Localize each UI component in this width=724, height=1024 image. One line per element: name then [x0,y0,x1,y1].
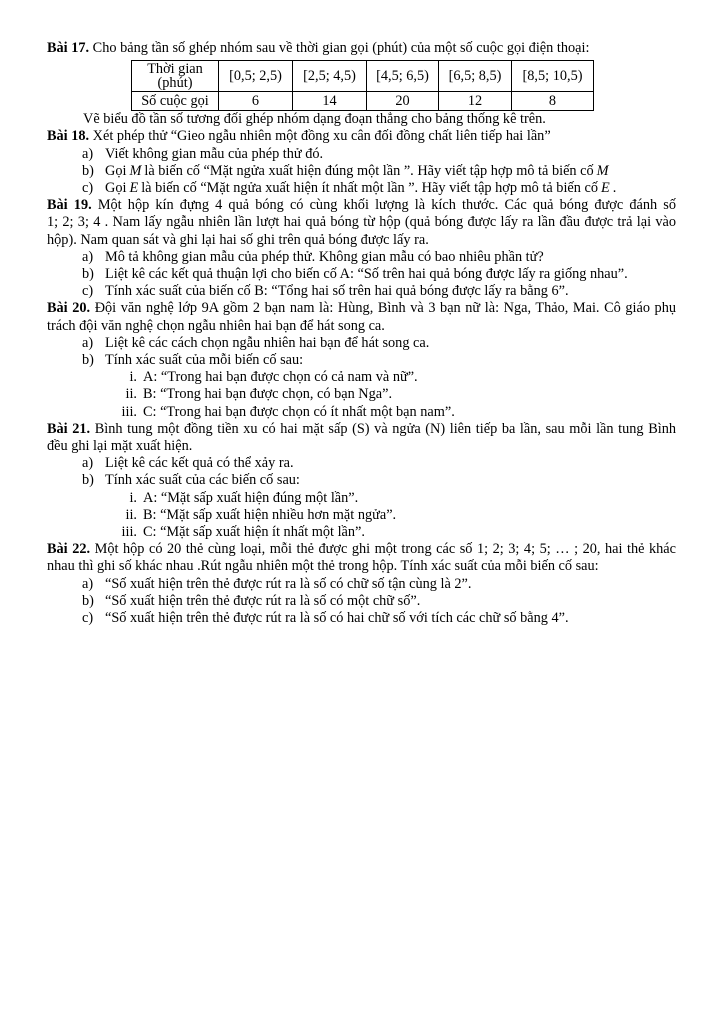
problem-20-item-a [47,335,676,352]
problem-17-intro: Cho bảng tần số ghép nhóm sau về thời gian gọi (phút) của một số cuộc gọi điện thoại: [89,40,590,56]
roman-item-label: iii. [121,524,137,541]
item-text: “Số xuất hiện trên thẻ được rút ra là số có chữ số tận cùng là 2”. [105,575,472,592]
item-text: . [612,180,617,197]
item-label: b) [82,472,94,489]
item-text: là biến cố “Mặt ngửa xuất hiện đúng một lần ”. Hãy viết tập hợp mô tả biến cố [144,162,594,179]
problem-18-item-b [47,163,676,180]
problem-17-label: Bài 17. [47,40,90,56]
table-row-header-count: Số cuộc gọi [132,92,219,111]
item-text: “Số xuất hiện trên thẻ được rút ra là số có một chữ số”. [105,592,421,609]
item-text: là biến cố “Mặt ngửa xuất hiện ít nhất một lần ”. Hãy viết tập hợp mô tả biến cố [141,180,598,197]
problem-22-line-2: nhau thì ghi số khác nhau .Rút ngẫu nhiên một thẻ trong hộp. Tính xác suất của mỗi biến cố sau: [47,558,599,575]
item-text: Viết không gian mẫu của phép thử đó. [105,145,324,162]
roman-item-text: B: “Trong hai bạn được chọn, có bạn Nga”. [143,386,393,403]
table-count-cell: 20 [367,92,439,111]
problem-19-item-a [47,249,676,266]
item-text: Tính xác suất của biến cố B: “Tổng hai số trên hai quả bóng được lấy ra bằng 6”. [105,283,569,300]
item-label: b) [82,162,94,179]
roman-item-label: i. [129,369,137,386]
problem-22-item-b [47,593,676,610]
table-interval-cell: [0,5; 2,5) [219,61,293,92]
table-count-cell: 12 [439,92,512,111]
problem-21-item-b [47,472,676,489]
table-row-header-time: Thời gian (phút) [132,61,219,92]
problem-22-line-1 [47,541,676,558]
problem-20-text: Đội văn nghệ lớp 9A gồm 2 bạn nam là: Hùng, Bình và 3 bạn nữ là: Nga, Thảo, Mai. Cô giáo phụ [90,300,676,317]
math-variable: E [129,180,139,197]
item-text: Mô tả không gian mẫu của phép thử. Không gian mẫu có bao nhiêu phần tử? [105,248,544,265]
problem-17-note: Vẽ biểu đồ tần số tương đối ghép nhóm dạng đoạn thẳng cho bảng thống kê trên. [83,111,546,128]
item-text: Gọi [105,162,127,179]
roman-item-label: ii. [125,506,137,523]
item-label: b) [82,592,94,609]
frequency-table [131,60,594,111]
problem-21-item-a [47,455,676,472]
item-text: Tính xác suất của mỗi biến cố sau: [105,352,304,369]
problem-20-item-b [47,352,676,369]
table-interval-cell: [6,5; 8,5) [439,61,512,92]
item-text: Liệt kê các kết quả thuận lợi cho biến cố A: “Số trên hai quả bóng được lấy ra giống nhau”. [105,266,628,283]
table-interval-cell: [4,5; 6,5) [367,61,439,92]
roman-item-label: i. [129,489,137,506]
item-text: Liệt kê các cách chọn ngẫu nhiên hai bạn để hát song ca. [105,334,430,351]
problem-21-subitem-ii [47,507,676,524]
problem-18-heading [47,128,676,145]
problem-22-text: Một hộp có 20 thẻ cùng loại, mỗi thẻ được ghi một trong các số 1; 2; 3; 4; 5; … ; 20, hai thẻ khác [90,541,676,558]
problem-21-subitem-i [47,490,676,507]
item-label: a) [82,248,94,265]
problem-17-heading [47,40,676,57]
problem-19-item-b [47,266,676,283]
problem-19-line-1 [47,197,676,214]
problem-20-subitem-iii [47,404,676,421]
item-label: a) [82,145,94,162]
roman-item-label: ii. [125,386,137,403]
problem-19-item-c [47,283,676,300]
item-label: c) [82,180,94,197]
table-count-cell: 8 [512,92,594,111]
problem-21-text: Bình tung một đồng tiền xu có hai mặt sấp (S) và ngửa (N) liên tiếp ba lần, sau mỗi lần tung Bình [90,420,676,437]
problem-18-intro: Xét phép thử “Gieo ngẫu nhiên một đồng xu cân đối đồng chất liên tiếp hai lần” [89,128,551,145]
item-text: Gọi [105,180,127,197]
table-count-cell: 6 [219,92,293,111]
item-text: Liệt kê các kết quả có thể xảy ra. [105,455,294,472]
roman-item-text: C: “Mặt sấp xuất hiện ít nhất một lần”. [143,524,365,541]
item-label: a) [82,455,94,472]
item-label: c) [82,610,94,627]
item-label: b) [82,266,94,283]
problem-21-subitem-iii [47,524,676,541]
item-label: b) [82,352,94,369]
problem-22-item-c [47,610,676,627]
problem-22-item-a [47,576,676,593]
math-variable: E [600,180,610,197]
roman-item-text: C: “Trong hai bạn được chọn có ít nhất một bạn nam”. [143,403,455,420]
problem-19-label: Bài 19. [47,197,92,214]
roman-item-label: iii. [121,403,137,420]
table-header-row [132,61,594,92]
problem-18-label: Bài 18. [47,128,90,145]
table-interval-cell: [2,5; 4,5) [293,61,367,92]
problem-21-line-1 [47,421,676,438]
item-label: c) [82,283,94,300]
problem-21-line-2: đều ghi lại mặt xuất hiện. [47,438,193,455]
problem-22-label: Bài 22. [47,541,91,558]
problem-21-label: Bài 21. [47,420,91,437]
problem-18-item-c [47,180,676,197]
problem-19-line-3: hộp). Nam quan sát và ghi lại hai số ghi trên quả bóng được lấy ra. [47,231,429,248]
item-label: a) [82,575,94,592]
table-value-row [132,92,594,111]
item-text: “Số xuất hiện trên thẻ được rút ra là số có hai chữ số với tích các chữ số bằng 4”. [105,610,569,627]
roman-item-text: A: “Mặt sấp xuất hiện đúng một lần”. [143,489,359,506]
problem-19-line-2: 1; 2; 3; 4 . Nam lấy ngẫu nhiên lần lượt hai quả bóng từ hộp (quả bóng được lấy ra lần đầu được trả lại vào [47,214,676,231]
roman-item-text: B: “Mặt sấp xuất hiện nhiều hơn mặt ngửa”. [143,506,397,523]
problem-20-line-1 [47,300,676,317]
table-interval-cell: [8,5; 10,5) [512,61,594,92]
problem-20-label: Bài 20. [47,300,91,317]
problem-20-line-2: trách đội văn nghệ chọn ngẫu nhiên hai bạn để hát song ca. [47,317,385,334]
problem-18-item-a [47,146,676,163]
table-count-cell: 14 [293,92,367,111]
problem-20-subitem-ii [47,386,676,403]
problem-19-text: Một hộp kín đựng 4 quả bóng có cùng khối lượng là kích thước. Các quả bóng được đánh số [91,197,676,214]
problem-20-subitem-i [47,369,676,386]
item-label: a) [82,334,94,351]
math-variable: M [129,162,142,179]
roman-item-text: A: “Trong hai bạn được chọn có cả nam và nữ”. [143,369,418,386]
item-text: Tính xác suất của các biến cố sau: [105,472,300,489]
math-variable: M [596,162,609,179]
